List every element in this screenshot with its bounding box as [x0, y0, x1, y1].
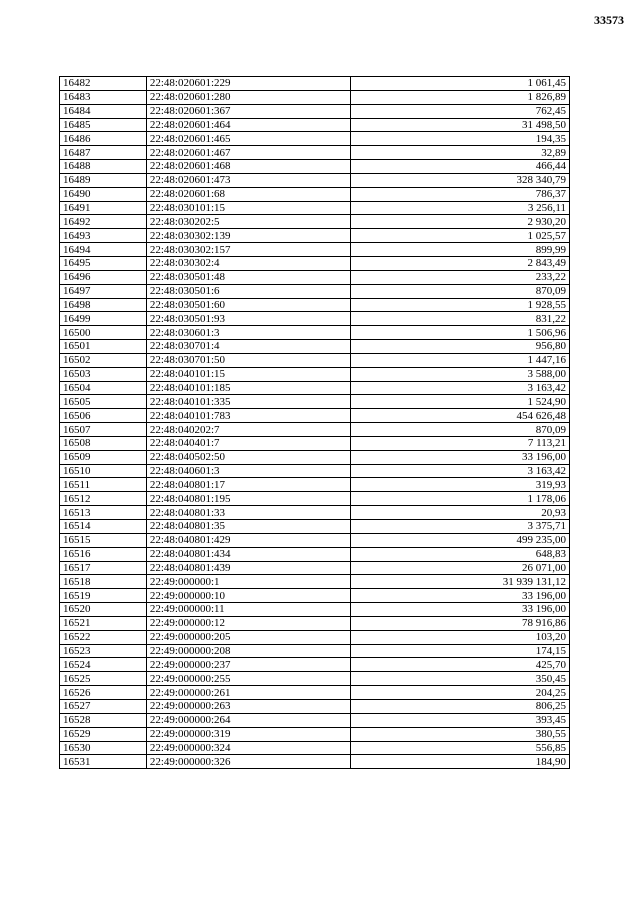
value-cell: 1 826,89 [351, 90, 570, 104]
row-number-cell: 16487 [60, 146, 147, 160]
cadastral-number-cell: 22:48:020601:467 [146, 146, 351, 160]
row-number-cell: 16500 [60, 326, 147, 340]
value-cell: 3 375,71 [351, 520, 570, 534]
row-number-cell: 16518 [60, 575, 147, 589]
value-cell: 194,35 [351, 132, 570, 146]
cadastral-number-cell: 22:48:020601:473 [146, 173, 351, 187]
cadastral-number-cell: 22:48:040101:783 [146, 409, 351, 423]
table-row [60, 298, 570, 312]
row-number-cell: 16517 [60, 561, 147, 575]
row-number-cell: 16498 [60, 298, 147, 312]
row-number-cell: 16521 [60, 616, 147, 630]
registry-table-body [60, 77, 570, 769]
value-cell: 1 524,90 [351, 395, 570, 409]
row-number-cell: 16494 [60, 243, 147, 257]
cadastral-number-cell: 22:48:020601:468 [146, 160, 351, 174]
row-number-cell: 16513 [60, 506, 147, 520]
row-number-cell: 16508 [60, 436, 147, 450]
cadastral-number-cell: 22:48:040101:185 [146, 381, 351, 395]
value-cell: 3 163,42 [351, 464, 570, 478]
row-number-cell: 16490 [60, 187, 147, 201]
value-cell: 33 196,00 [351, 603, 570, 617]
value-cell: 184,90 [351, 755, 570, 769]
value-cell: 26 071,00 [351, 561, 570, 575]
cadastral-number-cell: 22:48:020601:465 [146, 132, 351, 146]
table-row [60, 312, 570, 326]
row-number-cell: 16522 [60, 630, 147, 644]
row-number-cell: 16525 [60, 672, 147, 686]
row-number-cell: 16483 [60, 90, 147, 104]
cadastral-number-cell: 22:48:020601:229 [146, 77, 351, 91]
value-cell: 425,70 [351, 658, 570, 672]
cadastral-number-cell: 22:48:020601:68 [146, 187, 351, 201]
cadastral-number-cell: 22:48:030501:60 [146, 298, 351, 312]
table-row [60, 492, 570, 506]
table-row [60, 104, 570, 118]
row-number-cell: 16520 [60, 603, 147, 617]
table-row [60, 229, 570, 243]
cadastral-number-cell: 22:48:030701:4 [146, 340, 351, 354]
value-cell: 762,45 [351, 104, 570, 118]
value-cell: 1 061,45 [351, 77, 570, 91]
table-row [60, 132, 570, 146]
value-cell: 899,99 [351, 243, 570, 257]
row-number-cell: 16519 [60, 589, 147, 603]
cadastral-number-cell: 22:48:030302:157 [146, 243, 351, 257]
cadastral-number-cell: 22:49:000000:237 [146, 658, 351, 672]
row-number-cell: 16489 [60, 173, 147, 187]
row-number-cell: 16497 [60, 284, 147, 298]
cadastral-number-cell: 22:48:040801:17 [146, 478, 351, 492]
cadastral-number-cell: 22:48:040401:7 [146, 436, 351, 450]
value-cell: 32,89 [351, 146, 570, 160]
table-row [60, 699, 570, 713]
row-number-cell: 16509 [60, 450, 147, 464]
value-cell: 204,25 [351, 686, 570, 700]
cadastral-number-cell: 22:48:040801:195 [146, 492, 351, 506]
row-number-cell: 16501 [60, 340, 147, 354]
table-row [60, 575, 570, 589]
value-cell: 1 506,96 [351, 326, 570, 340]
table-row [60, 603, 570, 617]
row-number-cell: 16505 [60, 395, 147, 409]
value-cell: 454 626,48 [351, 409, 570, 423]
cadastral-number-cell: 22:49:000000:12 [146, 616, 351, 630]
table-row [60, 270, 570, 284]
table-row [60, 727, 570, 741]
cadastral-number-cell: 22:48:040801:434 [146, 547, 351, 561]
cadastral-number-cell: 22:49:000000:264 [146, 713, 351, 727]
row-number-cell: 16510 [60, 464, 147, 478]
cadastral-number-cell: 22:48:030601:3 [146, 326, 351, 340]
row-number-cell: 16512 [60, 492, 147, 506]
cadastral-number-cell: 22:48:030501:6 [146, 284, 351, 298]
table-row [60, 256, 570, 270]
value-cell: 3 256,11 [351, 201, 570, 215]
value-cell: 2 930,20 [351, 215, 570, 229]
table-row [60, 561, 570, 575]
value-cell: 3 163,42 [351, 381, 570, 395]
table-row [60, 367, 570, 381]
table-row [60, 755, 570, 769]
value-cell: 350,45 [351, 672, 570, 686]
cadastral-number-cell: 22:48:040101:335 [146, 395, 351, 409]
row-number-cell: 16524 [60, 658, 147, 672]
row-number-cell: 16496 [60, 270, 147, 284]
table-row [60, 77, 570, 91]
value-cell: 31 939 131,12 [351, 575, 570, 589]
row-number-cell: 16484 [60, 104, 147, 118]
value-cell: 831,22 [351, 312, 570, 326]
row-number-cell: 16526 [60, 686, 147, 700]
table-row [60, 284, 570, 298]
table-row [60, 160, 570, 174]
cadastral-number-cell: 22:48:030501:48 [146, 270, 351, 284]
registry-table [59, 76, 570, 769]
table-row [60, 478, 570, 492]
cadastral-number-cell: 22:48:030701:50 [146, 353, 351, 367]
row-number-cell: 16491 [60, 201, 147, 215]
row-number-cell: 16511 [60, 478, 147, 492]
table-row [60, 533, 570, 547]
table-row [60, 326, 570, 340]
row-number-cell: 16516 [60, 547, 147, 561]
row-number-cell: 16527 [60, 699, 147, 713]
cadastral-number-cell: 22:48:030501:93 [146, 312, 351, 326]
row-number-cell: 16531 [60, 755, 147, 769]
cadastral-number-cell: 22:49:000000:261 [146, 686, 351, 700]
row-number-cell: 16514 [60, 520, 147, 534]
value-cell: 31 498,50 [351, 118, 570, 132]
table-row [60, 589, 570, 603]
cadastral-number-cell: 22:48:040801:35 [146, 520, 351, 534]
table-row [60, 146, 570, 160]
cadastral-number-cell: 22:49:000000:255 [146, 672, 351, 686]
value-cell: 78 916,86 [351, 616, 570, 630]
cadastral-number-cell: 22:49:000000:324 [146, 741, 351, 755]
value-cell: 806,25 [351, 699, 570, 713]
value-cell: 2 843,49 [351, 256, 570, 270]
table-row [60, 713, 570, 727]
cadastral-number-cell: 22:49:000000:1 [146, 575, 351, 589]
table-row [60, 547, 570, 561]
value-cell: 393,45 [351, 713, 570, 727]
cadastral-number-cell: 22:48:020601:464 [146, 118, 351, 132]
value-cell: 20,93 [351, 506, 570, 520]
row-number-cell: 16523 [60, 644, 147, 658]
table-row [60, 187, 570, 201]
cadastral-number-cell: 22:49:000000:208 [146, 644, 351, 658]
value-cell: 786,37 [351, 187, 570, 201]
table-row [60, 201, 570, 215]
row-number-cell: 16504 [60, 381, 147, 395]
value-cell: 380,55 [351, 727, 570, 741]
cadastral-number-cell: 22:48:040801:33 [146, 506, 351, 520]
row-number-cell: 16530 [60, 741, 147, 755]
cadastral-number-cell: 22:49:000000:319 [146, 727, 351, 741]
value-cell: 1 025,57 [351, 229, 570, 243]
cadastral-number-cell: 22:48:040801:429 [146, 533, 351, 547]
table-row [60, 173, 570, 187]
row-number-cell: 16502 [60, 353, 147, 367]
table-row [60, 353, 570, 367]
value-cell: 174,15 [351, 644, 570, 658]
value-cell: 103,20 [351, 630, 570, 644]
table-row [60, 658, 570, 672]
cadastral-number-cell: 22:48:040801:439 [146, 561, 351, 575]
cadastral-number-cell: 22:48:040601:3 [146, 464, 351, 478]
cadastral-number-cell: 22:48:030202:5 [146, 215, 351, 229]
value-cell: 7 113,21 [351, 436, 570, 450]
row-number-cell: 16499 [60, 312, 147, 326]
value-cell: 556,85 [351, 741, 570, 755]
row-number-cell: 16528 [60, 713, 147, 727]
value-cell: 648,83 [351, 547, 570, 561]
table-row [60, 630, 570, 644]
value-cell: 33 196,00 [351, 450, 570, 464]
table-row [60, 90, 570, 104]
table-row [60, 520, 570, 534]
value-cell: 33 196,00 [351, 589, 570, 603]
value-cell: 328 340,79 [351, 173, 570, 187]
cadastral-number-cell: 22:49:000000:326 [146, 755, 351, 769]
row-number-cell: 16482 [60, 77, 147, 91]
row-number-cell: 16485 [60, 118, 147, 132]
value-cell: 870,09 [351, 423, 570, 437]
cadastral-number-cell: 22:48:030302:139 [146, 229, 351, 243]
value-cell: 319,93 [351, 478, 570, 492]
table-row [60, 644, 570, 658]
table-row [60, 215, 570, 229]
table-row [60, 381, 570, 395]
row-number-cell: 16495 [60, 256, 147, 270]
table-row [60, 395, 570, 409]
table-row [60, 616, 570, 630]
table-row [60, 423, 570, 437]
table-row [60, 436, 570, 450]
page-number: 33573 [594, 13, 624, 27]
cadastral-number-cell: 22:49:000000:205 [146, 630, 351, 644]
row-number-cell: 16503 [60, 367, 147, 381]
table-row [60, 450, 570, 464]
value-cell: 1 447,16 [351, 353, 570, 367]
table-row [60, 340, 570, 354]
cadastral-number-cell: 22:49:000000:11 [146, 603, 351, 617]
cadastral-number-cell: 22:48:020601:280 [146, 90, 351, 104]
value-cell: 1 178,06 [351, 492, 570, 506]
table-row [60, 409, 570, 423]
row-number-cell: 16506 [60, 409, 147, 423]
table-row [60, 672, 570, 686]
value-cell: 956,80 [351, 340, 570, 354]
cadastral-number-cell: 22:48:030101:15 [146, 201, 351, 215]
cadastral-number-cell: 22:48:040202:7 [146, 423, 351, 437]
value-cell: 1 928,55 [351, 298, 570, 312]
value-cell: 3 588,00 [351, 367, 570, 381]
row-number-cell: 16507 [60, 423, 147, 437]
value-cell: 870,09 [351, 284, 570, 298]
cadastral-number-cell: 22:49:000000:10 [146, 589, 351, 603]
table-row [60, 506, 570, 520]
cadastral-number-cell: 22:48:020601:367 [146, 104, 351, 118]
table-row [60, 686, 570, 700]
table-row [60, 243, 570, 257]
row-number-cell: 16486 [60, 132, 147, 146]
row-number-cell: 16515 [60, 533, 147, 547]
row-number-cell: 16493 [60, 229, 147, 243]
row-number-cell: 16529 [60, 727, 147, 741]
cadastral-number-cell: 22:48:040502:50 [146, 450, 351, 464]
table-row [60, 741, 570, 755]
value-cell: 466,44 [351, 160, 570, 174]
row-number-cell: 16492 [60, 215, 147, 229]
table-row [60, 464, 570, 478]
cadastral-number-cell: 22:49:000000:263 [146, 699, 351, 713]
table-row [60, 118, 570, 132]
value-cell: 233,22 [351, 270, 570, 284]
cadastral-number-cell: 22:48:040101:15 [146, 367, 351, 381]
value-cell: 499 235,00 [351, 533, 570, 547]
cadastral-number-cell: 22:48:030302:4 [146, 256, 351, 270]
row-number-cell: 16488 [60, 160, 147, 174]
